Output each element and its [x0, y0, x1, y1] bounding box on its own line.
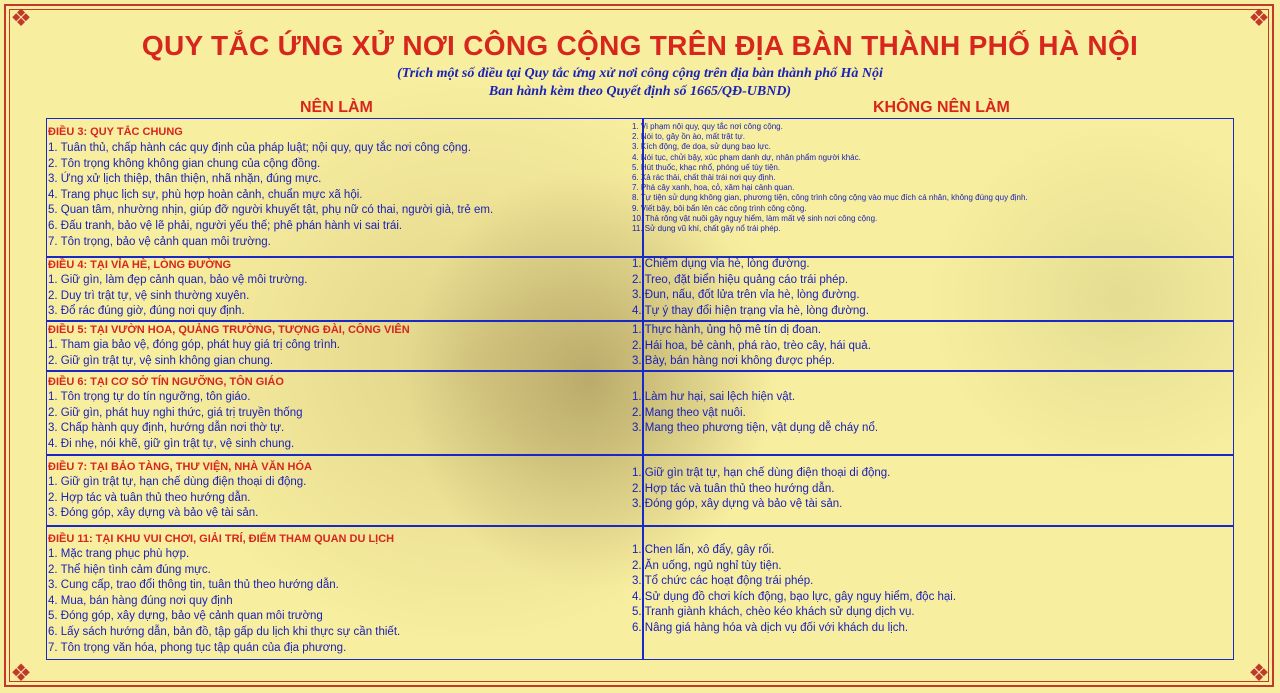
- dont-item: 5. Hút thuốc, khạc nhổ, phóng uế tùy tiện.: [632, 162, 781, 172]
- do-item: 2. Hợp tác và tuân thủ theo hướng dẫn.: [48, 491, 251, 504]
- do-item: 7. Tôn trọng, bảo vệ cảnh quan môi trường.: [48, 235, 271, 248]
- section-title: ĐIỀU 7: TẠI BẢO TÀNG, THƯ VIỆN, NHÀ VĂN HÓA: [48, 461, 312, 473]
- dont-item: 5. Tranh giành khách, chèo kéo khách sử dụng dịch vụ.: [632, 606, 915, 619]
- do-item: 4. Đi nhẹ, nói khẽ, giữ gìn trật tự, vệ sinh chung.: [48, 437, 295, 450]
- do-item: 4. Trang phục lịch sự, phù hợp hoàn cảnh, chuẩn mực xã hội.: [48, 188, 363, 201]
- column-header-do: NÊN LÀM: [300, 99, 373, 116]
- do-item: 1. Tôn trọng tự do tín ngưỡng, tôn giáo.: [48, 391, 251, 403]
- do-item: 3. Ứng xử lịch thiệp, thân thiện, nhã nhặn, đúng mực.: [48, 173, 322, 186]
- do-item: 2. Giữ gìn, phát huy nghi thức, giá trị truyền thống: [48, 406, 303, 419]
- dont-item: 2. Mang theo vật nuôi.: [632, 406, 746, 419]
- dont-item: 2. Ăn uống, ngủ nghỉ tùy tiện.: [632, 559, 782, 572]
- subtitle-line-1: (Trích một số điều tại Quy tắc ứng xử nơi công cộng trên địa bàn thành phố Hà Nội: [397, 66, 883, 81]
- dont-item: 2. Treo, đặt biển hiệu quảng cáo trái phép.: [632, 273, 849, 286]
- corner-ornament-icon: ❖: [10, 5, 32, 32]
- do-item: 3. Chấp hành quy định, hướng dẫn nơi thờ tự.: [48, 422, 285, 435]
- dont-item: 4. Sử dụng đồ chơi kích động, bạo lực, gây nguy hiểm, độc hại.: [632, 590, 957, 603]
- section-dont-cell: [632, 543, 1182, 637]
- do-item: 5. Quan tâm, nhường nhịn, giúp đỡ người khuyết tật, phụ nữ có thai, người già, trẻ em.: [48, 204, 494, 217]
- row-divider: [47, 525, 1233, 527]
- dont-item: 1. Giữ gìn trật tự, hạn chế dùng điện thoại di động.: [632, 467, 891, 479]
- dont-item: 3. Đun, nấu, đốt lửa trên vỉa hè, lòng đường.: [632, 289, 860, 302]
- dont-item: 3. Kích động, đe dọa, sử dụng bạo lực.: [632, 142, 771, 152]
- corner-ornament-icon: ❖: [1248, 5, 1270, 32]
- dont-item: 11. Sử dụng vũ khí, chất gây nổ trái phép.: [632, 224, 781, 234]
- dont-item: 1. Vi phạm nội quy, quy tắc nơi công cộng.: [632, 122, 783, 131]
- do-item: 7. Tôn trọng văn hóa, phong tục tập quán của địa phương.: [48, 641, 347, 654]
- corner-ornament-icon: ❖: [1248, 660, 1270, 687]
- dont-item: 2. Hợp tác và tuân thủ theo hướng dẫn.: [632, 482, 835, 495]
- section-do-cell: [48, 125, 588, 250]
- section-dont-cell: [632, 466, 1182, 513]
- dont-item: 1. Thực hành, ủng hộ mê tín dị đoan.: [632, 324, 822, 336]
- dont-item: 9. Viết bậy, bôi bẩn lên các công trình công cộng.: [632, 203, 807, 213]
- subtitle-line-2: Ban hành kèm theo Quyết định số 1665/QĐ-UBND): [488, 84, 792, 99]
- dont-item: 3. Bày, bán hàng nơi không được phép.: [632, 355, 835, 368]
- dont-item: 3. Đóng góp, xây dựng và bảo vệ tài sản.: [632, 498, 843, 511]
- section-title: ĐIỀU 11: TẠI KHU VUI CHƠI, GIẢI TRÍ, ĐIỂM THAM QUAN DU LỊCH: [48, 533, 395, 545]
- section-do-cell: [48, 460, 588, 522]
- do-item: 6. Đấu tranh, bảo vệ lẽ phải, người yếu thế; phê phán hành vi sai trái.: [48, 219, 403, 232]
- dont-item: 2. Nói to, gây ồn ào, mất trật tự.: [632, 132, 745, 142]
- section-dont-cell: [632, 122, 1182, 234]
- do-item: 1. Tham gia bảo vệ, đóng góp, phát huy giá trị công trình.: [48, 339, 340, 351]
- do-item: 6. Lấy sách hướng dẫn, bản đồ, tập gấp du lịch khi thực sự cần thiết.: [48, 625, 401, 638]
- section-dont-cell: [632, 257, 1182, 319]
- dont-item: 3. Tổ chức các hoạt động trái phép.: [632, 575, 814, 588]
- section-title: ĐIỀU 6: TẠI CƠ SỞ TÍN NGƯỠNG, TÔN GIÁO: [48, 376, 284, 388]
- dont-item: 4. Tự ý thay đổi hiện trạng vỉa hè, lòng đường.: [632, 304, 869, 317]
- dont-item: 4. Nói tục, chửi bậy, xúc phạm danh dự, nhân phẩm người khác.: [632, 152, 861, 162]
- do-item: 1. Giữ gìn, làm đẹp cảnh quan, bảo vệ môi trường.: [48, 274, 308, 286]
- section-dont-cell: [632, 390, 1182, 437]
- corner-ornament-icon: ❖: [10, 660, 32, 687]
- dont-item: 7. Phá cây xanh, hoa, cỏ, xâm hại cảnh quan.: [632, 183, 795, 193]
- dont-item: 2. Hái hoa, bẻ cành, phá rào, trèo cây, hái quả.: [632, 339, 871, 352]
- column-header-dont: KHÔNG NÊN LÀM: [873, 99, 1010, 116]
- do-item: 1. Mặc trang phục phù hợp.: [48, 548, 190, 560]
- section-do-cell: [48, 323, 588, 369]
- do-item: 1. Giữ gìn trật tự, hạn chế dùng điện thoại di động.: [48, 476, 307, 488]
- do-item: 1. Tuân thủ, chấp hành các quy định của pháp luật; nội quy, quy tắc nơi công cộng.: [48, 142, 471, 154]
- dont-item: 10. Thả rông vật nuôi gây nguy hiểm, làm mất vệ sinh nơi công cộng.: [632, 213, 878, 223]
- dont-item: 1. Làm hư hại, sai lệch hiện vật.: [632, 391, 796, 403]
- dont-item: 6. Xả rác thải, chất thải trái nơi quy định.: [632, 173, 776, 183]
- section-title: ĐIỀU 4: TẠI VỈA HÈ, LÒNG ĐƯỜNG: [48, 259, 232, 271]
- section-title: ĐIỀU 5: TẠI VƯỜN HOA, QUẢNG TRƯỜNG, TƯỢNG ĐÀI, CÔNG VIÊN: [48, 324, 410, 336]
- section-do-cell: [48, 258, 588, 320]
- do-item: 3. Cung cấp, trao đổi thông tin, tuân thủ theo hướng dẫn.: [48, 579, 339, 592]
- do-item: 2. Thể hiện tình cảm đúng mực.: [48, 563, 211, 576]
- dont-item: 3. Mang theo phương tiện, vật dụng dễ cháy nổ.: [632, 422, 879, 435]
- section-title: ĐIỀU 3: QUY TẮC CHUNG: [48, 126, 183, 138]
- do-item: 2. Duy trì trật tự, vệ sinh thường xuyên.: [48, 289, 250, 302]
- section-do-cell: [48, 532, 588, 656]
- do-item: 2. Giữ gìn trật tự, vệ sinh không gian chung.: [48, 354, 274, 367]
- dont-item: 1. Chiếm dụng vỉa hè, lòng đường.: [632, 258, 810, 270]
- section-dont-cell: [632, 323, 1182, 370]
- do-item: 3. Đổ rác đúng giờ, đúng nơi quy định.: [48, 305, 245, 318]
- do-item: 4. Mua, bán hàng đúng nơi quy định: [48, 594, 233, 607]
- dont-item: 1. Chen lấn, xô đẩy, gây rối.: [632, 544, 775, 556]
- do-item: 2. Tôn trọng không không gian chung của cộng đồng.: [48, 157, 321, 170]
- dont-item: 6. Nâng giá hàng hóa và dịch vụ đối với khách du lịch.: [632, 621, 909, 634]
- section-do-cell: [48, 375, 588, 452]
- row-divider: [47, 370, 1233, 372]
- do-item: 3. Đóng góp, xây dựng và bảo vệ tài sản.: [48, 507, 259, 520]
- page-title: QUY TẮC ỨNG XỬ NƠI CÔNG CỘNG TRÊN ĐỊA BÀN THÀNH PHỐ HÀ NỘI: [141, 30, 1139, 61]
- row-divider: [47, 320, 1233, 322]
- dont-item: 8. Tự tiện sử dụng không gian, phương tiện, công trình công cộng vào mục đích cá nhân, không đúng quy định.: [632, 193, 1028, 203]
- do-item: 5. Đóng góp, xây dựng, bảo vệ cảnh quan môi trường: [48, 610, 323, 623]
- row-divider: [47, 454, 1233, 456]
